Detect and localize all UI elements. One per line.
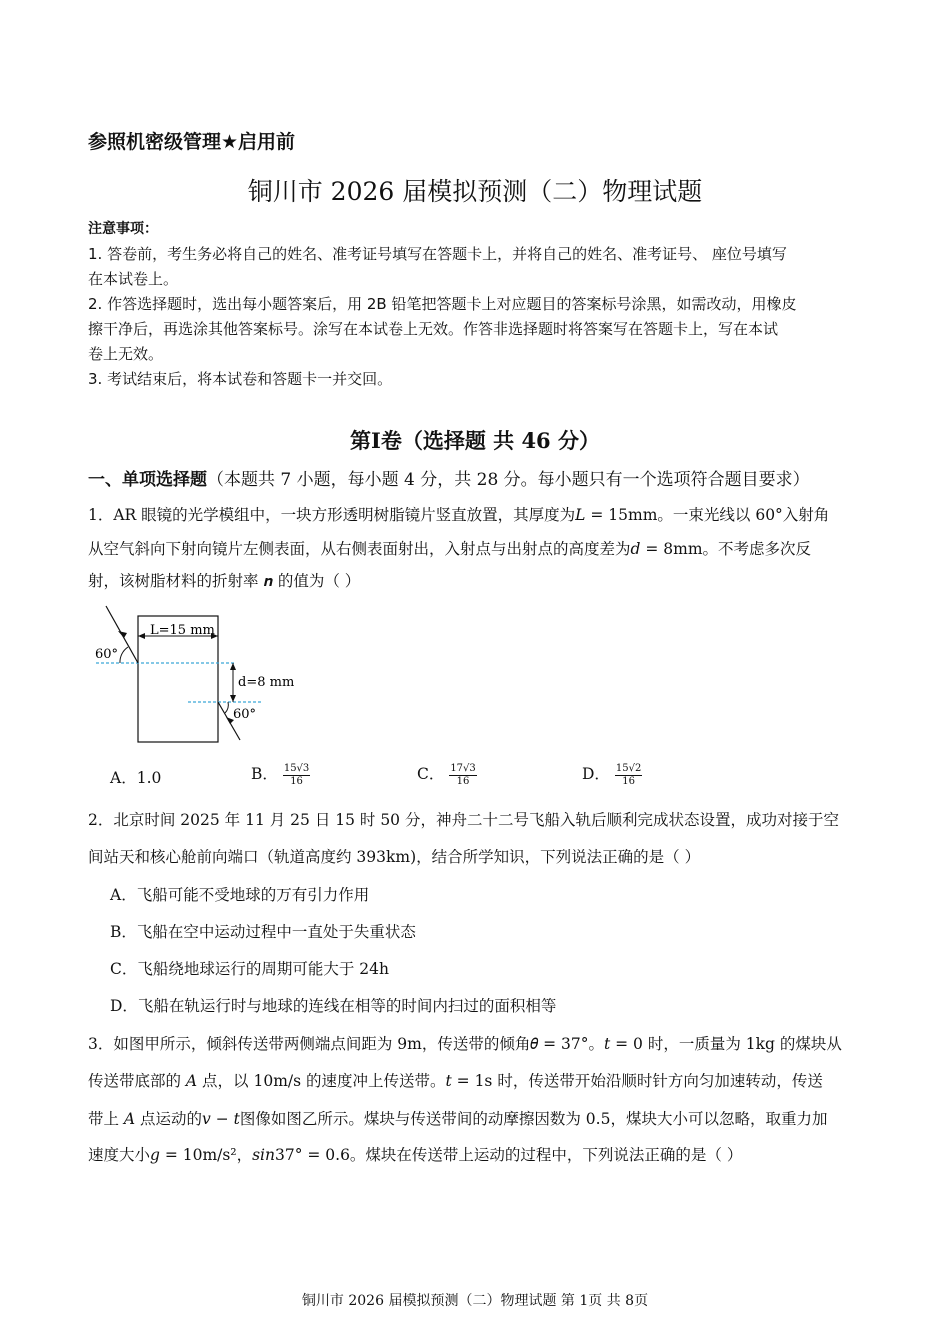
q1-option-c-fraction [449, 763, 476, 788]
q1-option-a-letter: A． [110, 769, 137, 787]
angle-arc-in [120, 647, 128, 663]
notice-line-1: 1. 答卷前，考生务必将自己的姓名、准考证号填写在答题卡上，并将自己的姓名、准考证号、 座位号填写 [88, 245, 787, 263]
label-l: L=15 mm [150, 623, 215, 638]
q1-line-1: 1．AR 眼镜的光学模组中，一块方形透明树脂镜片竖直放置，其厚度为𝐿 = 15mm。一束光线以 60°入射角 [88, 506, 830, 524]
incident-arrow [118, 631, 127, 638]
d-arrow-top [230, 663, 236, 670]
q1-option-b-den: 16 [290, 775, 303, 787]
q1-option-d-den: 16 [622, 775, 635, 787]
q2-option-a: A．飞船可能不受地球的万有引力作用 [110, 886, 370, 904]
page-footer: 铜川市 2026 届模拟预测（二）物理试题 第 1页 共 8页 [301, 1293, 649, 1309]
part-heading-note: （本题共 7 小题，每小题 4 分，共 28 分。每小题只有一个选项符合题目要求） [207, 470, 810, 490]
q3-line-1: 3．如图甲所示，倾斜传送带两侧端点间距为 9m，传送带的倾角𝜃 = 37°。𝑡 = 0 时，一质量为 1kg 的煤块从 [88, 1035, 842, 1053]
q3-line-4: 速度大小𝑔 = 10m/s²，𝑠𝑖𝑛37° = 0.6。煤块在传送带上运动的过程中，下列说法正确的是（ ） [88, 1146, 743, 1164]
q3-line-3: 带上 𝐴 点运动的𝑣 − 𝑡图像如图乙所示。煤块与传送带间的动摩擦因数为 0.5，煤块大小可以忽略，取重力加 [88, 1110, 828, 1128]
q1-figure [88, 600, 308, 750]
exam-title: 铜川市 2026 届模拟预测（二）物理试题 [247, 177, 703, 206]
q1-line-3: 射，该树脂材料的折射率 𝒏 的值为（ ） [88, 572, 361, 590]
q1-option-d-letter: D． [582, 765, 610, 783]
l-arrow-left [138, 633, 145, 639]
q1-option-c-num: 17√3 [450, 762, 476, 774]
q1-option-b-num: 15√3 [283, 762, 310, 774]
q1-line-2: 从空气斜向下射向镜片左侧表面，从右侧表面射出，入射点与出射点的高度差为𝑑 = 8mm。不考虑多次反 [88, 540, 812, 558]
q2-line-2: 间站天和核心舱前向端口（轨道高度约 393km)，结合所学知识，下列说法正确的是（ ） [88, 848, 701, 866]
q1-option-b-letter: B． [251, 765, 278, 783]
q2-line-1: 2．北京时间 2025 年 11 月 25 日 15 时 50 分，神舟二十二号飞船入轨后顺利完成状态设置，成功对接于空 [88, 811, 839, 829]
q1-option-d-num: 15√2 [615, 762, 642, 774]
label-angle-in: 60° [95, 647, 119, 662]
part-heading [88, 465, 810, 490]
notice-line-6: 3. 考试结束后，将本试卷和答题卡一并交回。 [88, 370, 393, 388]
q1-option-c [417, 762, 477, 788]
q1-option-c-den: 16 [456, 775, 470, 787]
notice-line-2: 在本试卷上。 [88, 270, 179, 288]
d-arrow-bottom [230, 695, 236, 702]
label-d: d=8 mm [238, 675, 295, 690]
notice-line-3: 2. 作答选择题时，选出每小题答案后，用 2B 铅笔把答题卡上对应题目的答案标号涂黑，如需改动，用橡皮 [88, 295, 797, 313]
q2-option-c: C．飞船绕地球运行的周期可能大于 24h [110, 960, 389, 978]
q2-option-d: D．飞船在轨运行时与地球的连线在相等的时间内扫过的面积相等 [110, 997, 557, 1015]
q1-option-b [251, 762, 310, 788]
q1-option-d [582, 762, 642, 788]
q1-option-b-fraction [283, 763, 310, 788]
notice-title: 注意事项： [88, 221, 158, 237]
q1-option-a-text: 1.0 [136, 769, 162, 787]
section-title: 第Ⅰ卷（选择题 共 46 分） [350, 428, 600, 453]
q3-line-2: 传送带底部的 𝐴 点，以 10m/s 的速度冲上传送带。𝑡 = 1s 时，传送带开始沿顺时针方向匀加速转动，传送 [88, 1072, 823, 1090]
label-angle-out: 60° [233, 707, 257, 722]
part-heading-label: 一、单项选择题 [88, 470, 207, 490]
q1-option-d-fraction [615, 763, 642, 788]
q1-option-c-letter: C． [417, 765, 445, 783]
notice-line-4: 擦干净后，再选涂其他答案标号。涂写在本试卷上无效。作答非选择题时将答案写在答题卡上，写在本试 [88, 320, 779, 338]
q1-option-a [110, 766, 161, 788]
angle-arc-out [225, 702, 228, 713]
confidentiality-label: 参照机密级管理★启用前 [88, 131, 296, 153]
q2-option-b: B．飞船在空中运动过程中一直处于失重状态 [110, 923, 416, 941]
notice-line-5: 卷上无效。 [88, 345, 164, 363]
